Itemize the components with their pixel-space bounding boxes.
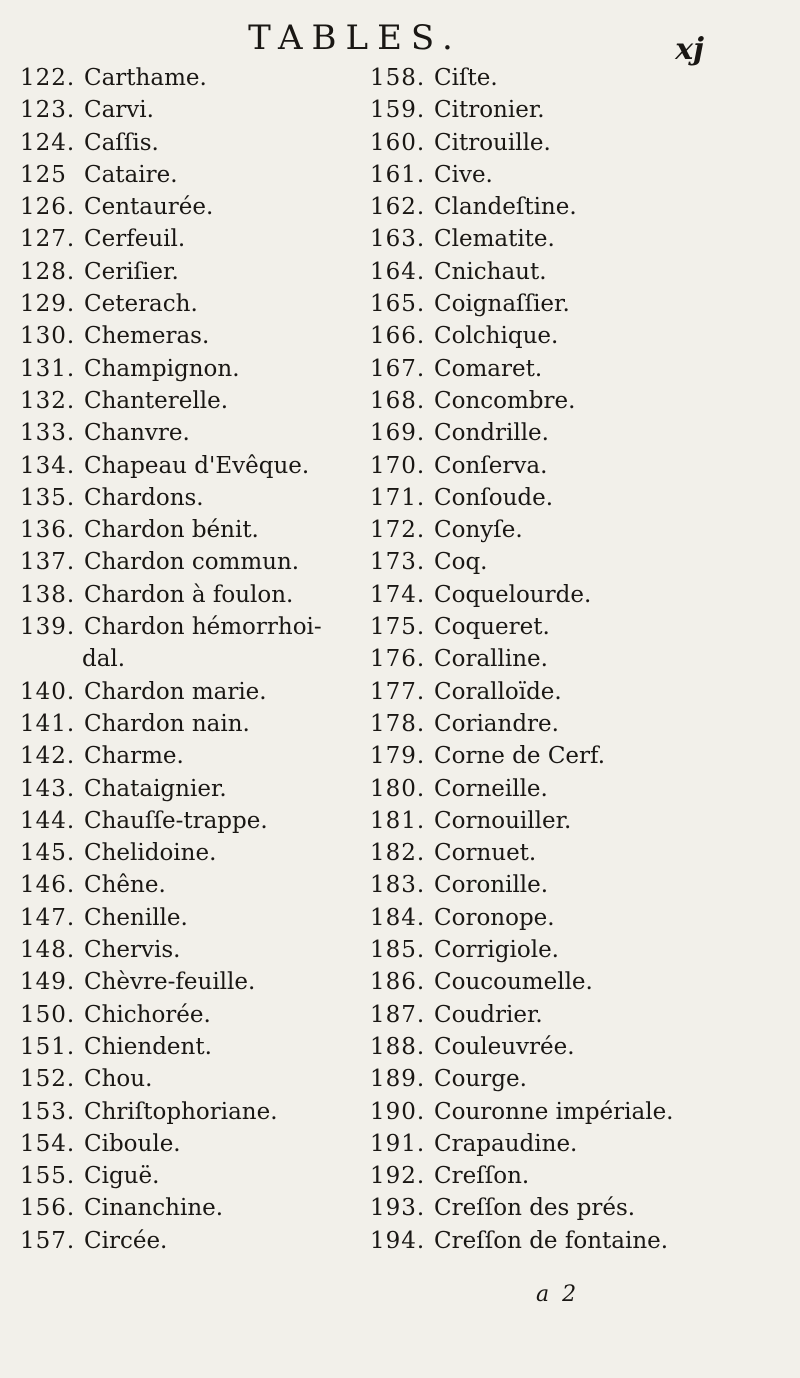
index-entry <box>370 1160 780 1192</box>
folio-number: xj <box>675 32 704 67</box>
index-entry <box>20 773 360 805</box>
entry-name: Chauſſe-trappe. <box>84 807 268 834</box>
index-entry <box>20 966 360 998</box>
index-entry <box>20 320 360 352</box>
index-entry <box>20 417 360 449</box>
index-entry <box>20 191 360 223</box>
entry-name: Conyſe. <box>434 517 523 544</box>
entry-number: 126. <box>20 194 76 221</box>
entry-name: Clematite. <box>434 226 555 253</box>
entry-name: Ciboule. <box>84 1130 181 1157</box>
entry-number: 149. <box>20 969 76 996</box>
running-title: TABLES. <box>248 18 462 58</box>
index-entry <box>20 353 360 385</box>
entry-number: 168. <box>370 387 426 414</box>
entry-name: Chardon bénit. <box>84 517 259 544</box>
entry-name: Chardon à foulon. <box>84 581 294 608</box>
entry-number: 139. <box>20 614 76 641</box>
index-entry <box>370 1031 780 1063</box>
entry-number: 128. <box>20 258 76 285</box>
index-entry <box>370 934 780 966</box>
entry-number: 133. <box>20 420 76 447</box>
index-entry <box>20 127 360 159</box>
entry-name: Ciſte. <box>434 65 498 91</box>
entry-name: Cerfeuil. <box>84 226 186 253</box>
entry-number: 193. <box>370 1195 426 1222</box>
entry-number: 134. <box>20 452 76 479</box>
entry-number: 144. <box>20 807 76 834</box>
entry-number: 148. <box>20 937 76 964</box>
index-entry <box>20 288 360 320</box>
index-entry <box>20 934 360 966</box>
entry-name: Chardons. <box>84 484 204 511</box>
entry-number: 129. <box>20 291 76 318</box>
index-entry <box>370 94 780 126</box>
index-entry <box>20 514 360 546</box>
entry-name: Chardon marie. <box>84 678 267 705</box>
entry-name: Chèvre-feuille. <box>84 969 256 996</box>
index-entry <box>370 223 780 255</box>
index-entry <box>370 869 780 901</box>
entry-number: 136. <box>20 517 76 544</box>
entry-number: 157. <box>20 1227 76 1254</box>
entry-number: 147. <box>20 904 76 931</box>
index-entry <box>370 643 780 675</box>
entry-name: Cinanchine. <box>84 1195 224 1222</box>
entry-number: 171. <box>370 484 426 511</box>
entry-name: Chardon commun. <box>84 549 300 576</box>
entry-number: 155. <box>20 1163 76 1190</box>
entry-name: Corneille. <box>434 775 548 802</box>
index-entry <box>370 676 780 708</box>
entry-number: 169. <box>370 420 426 447</box>
index-entry <box>20 643 360 675</box>
entry-number: 189. <box>370 1066 426 1093</box>
index-entry <box>20 94 360 126</box>
entry-number: 156. <box>20 1195 76 1222</box>
entry-name: Cornuet. <box>434 840 537 867</box>
index-entry <box>370 127 780 159</box>
entry-number: 184. <box>370 904 426 931</box>
entry-name: Charme. <box>84 743 184 770</box>
index-entry <box>370 288 780 320</box>
entry-name: Cnichaut. <box>434 258 547 285</box>
entry-number: 132. <box>20 387 76 414</box>
index-entry <box>370 579 780 611</box>
entry-name: Coralline. <box>434 646 548 673</box>
entry-number: 140. <box>20 678 76 705</box>
entry-name: Chervis. <box>84 937 181 964</box>
index-entry <box>370 805 780 837</box>
entry-name: Coronope. <box>434 904 555 931</box>
index-entry <box>370 1096 780 1128</box>
index-entry <box>20 805 360 837</box>
entry-name: Carthame. <box>84 65 207 91</box>
index-entry <box>370 999 780 1031</box>
entry-name: Chenille. <box>84 904 188 931</box>
entry-name: Champignon. <box>84 355 240 382</box>
entry-number: 159. <box>370 97 426 124</box>
entry-name: Couronne impériale. <box>434 1098 674 1125</box>
entry-name: Clandeſtine. <box>434 194 577 221</box>
entry-name: Courge. <box>434 1066 527 1093</box>
index-entry <box>370 450 780 482</box>
entry-number: 165. <box>370 291 426 318</box>
entry-number: 145. <box>20 840 76 867</box>
entry-number: 185. <box>370 937 426 964</box>
entry-name: Chanterelle. <box>84 387 229 414</box>
index-entry <box>370 1192 780 1224</box>
entry-number: 153. <box>20 1098 76 1125</box>
index-entry <box>370 353 780 385</box>
entry-name: Chapeau d'Evêque. <box>84 452 310 479</box>
index-column-right <box>370 62 780 1257</box>
entry-name: Centaurée. <box>84 194 214 221</box>
entry-number: 151. <box>20 1033 76 1060</box>
index-entry <box>370 837 780 869</box>
entry-name: Coq. <box>434 549 488 576</box>
entry-name: Chichorée. <box>84 1001 211 1028</box>
entry-name: Ceterach. <box>84 291 198 318</box>
entry-number: 135. <box>20 484 76 511</box>
entry-number: 194. <box>370 1227 426 1254</box>
entry-name: Corne de Cerf. <box>434 743 606 770</box>
index-entry <box>370 740 780 772</box>
entry-number: 146. <box>20 872 76 899</box>
entry-number: 178. <box>370 710 426 737</box>
index-entry <box>20 869 360 901</box>
entry-number: 181. <box>370 807 426 834</box>
entry-name: Cornouiller. <box>434 807 572 834</box>
index-entry <box>20 579 360 611</box>
entry-number: 154. <box>20 1130 76 1157</box>
entry-name: Chataignier. <box>84 775 227 802</box>
index-entry <box>20 1063 360 1095</box>
index-entry <box>20 1225 360 1257</box>
entry-name: Creſſon des prés. <box>434 1195 636 1222</box>
index-entry <box>20 62 360 94</box>
index-entry <box>370 385 780 417</box>
entry-name: Coquelourde. <box>434 581 592 608</box>
entry-name: Caſſis. <box>84 129 159 156</box>
entry-number: 138. <box>20 581 76 608</box>
entry-number: 124. <box>20 129 76 156</box>
entry-name: Chou. <box>84 1066 153 1093</box>
index-entry <box>370 1225 780 1257</box>
entry-number: 160. <box>370 129 426 156</box>
index-entry <box>20 611 360 643</box>
entry-number: 183. <box>370 872 426 899</box>
entry-number: 152. <box>20 1066 76 1093</box>
entry-name: Coralloïde. <box>434 678 562 705</box>
entry-name: Creſſon de fontaine. <box>434 1227 669 1254</box>
entry-name: dal. <box>82 646 126 673</box>
entry-number: 180. <box>370 775 426 802</box>
entry-name: Chemeras. <box>84 323 210 350</box>
index-entry <box>370 62 780 94</box>
entry-number: 162. <box>370 194 426 221</box>
entry-name: Chêne. <box>84 872 166 899</box>
entry-name: Ciguë. <box>84 1163 160 1190</box>
entry-number: 127. <box>20 226 76 253</box>
entry-name: Coucoumelle. <box>434 969 593 996</box>
entry-number: 158. <box>370 65 426 91</box>
signature-mark: a 2 <box>536 1282 580 1307</box>
index-entry <box>20 1096 360 1128</box>
entry-name: Corrigiole. <box>434 937 559 964</box>
index-entry <box>20 902 360 934</box>
entry-number: 163. <box>370 226 426 253</box>
entry-name: Citrouille. <box>434 129 551 156</box>
index-column-left <box>20 62 360 1257</box>
entry-name: Coronille. <box>434 872 549 899</box>
index-entry <box>20 1160 360 1192</box>
page-header <box>0 18 800 68</box>
index-entry <box>370 320 780 352</box>
entry-number: 172. <box>370 517 426 544</box>
index-entry <box>20 1192 360 1224</box>
entry-number: 161. <box>370 161 426 188</box>
entry-name: Coudrier. <box>434 1001 543 1028</box>
index-entry <box>20 676 360 708</box>
entry-name: Chelidoine. <box>84 840 217 867</box>
index-entry <box>370 417 780 449</box>
entry-number: 187. <box>370 1001 426 1028</box>
entry-name: Carvi. <box>84 97 154 124</box>
entry-name: Comaret. <box>434 355 543 382</box>
entry-number: 141. <box>20 710 76 737</box>
entry-name: Colchique. <box>434 323 559 350</box>
entry-number: 143. <box>20 775 76 802</box>
entry-name: Creſſon. <box>434 1163 530 1190</box>
index-entry <box>20 740 360 772</box>
entry-name: Conſoude. <box>434 484 554 511</box>
entry-number: 190. <box>370 1098 426 1125</box>
entry-number: 176. <box>370 646 426 673</box>
entry-number: 164. <box>370 258 426 285</box>
index-entry <box>20 708 360 740</box>
index-entry <box>370 191 780 223</box>
index-entry <box>370 773 780 805</box>
index-entry <box>20 482 360 514</box>
index-entry <box>370 902 780 934</box>
index-entry <box>20 1031 360 1063</box>
index-entry <box>20 837 360 869</box>
entry-name: Cataire. <box>84 161 178 188</box>
index-entry <box>370 1128 780 1160</box>
index-entry <box>370 546 780 578</box>
entry-name: Coriandre. <box>434 710 559 737</box>
entry-number: 191. <box>370 1130 426 1157</box>
entry-number: 182. <box>370 840 426 867</box>
entry-name: Concombre. <box>434 387 576 414</box>
index-entry <box>370 159 780 191</box>
entry-name: Citronier. <box>434 97 545 124</box>
index-entry <box>370 514 780 546</box>
entry-name: Chriſtophoriane. <box>84 1098 278 1125</box>
index-entry <box>370 482 780 514</box>
entry-name: Chardon hémorrhoi- <box>84 614 322 641</box>
entry-number: 167. <box>370 355 426 382</box>
index-entry <box>370 256 780 288</box>
entry-number: 175. <box>370 614 426 641</box>
entry-name: Chardon nain. <box>84 710 250 737</box>
entry-number: 177. <box>370 678 426 705</box>
entry-number: 192. <box>370 1163 426 1190</box>
entry-number: 166. <box>370 323 426 350</box>
entry-number: 179. <box>370 743 426 770</box>
entry-name: Coignaſſier. <box>434 291 570 318</box>
index-entry <box>20 159 360 191</box>
entry-name: Couleuvrée. <box>434 1033 575 1060</box>
entry-name: Circée. <box>84 1227 168 1254</box>
entry-name: Cive. <box>434 161 493 188</box>
index-entry <box>20 546 360 578</box>
entry-name: Chanvre. <box>84 420 190 447</box>
entry-number: 122. <box>20 65 76 91</box>
entry-number: 188. <box>370 1033 426 1060</box>
entry-name: Coqueret. <box>434 614 550 641</box>
entry-number: 150. <box>20 1001 76 1028</box>
entry-number: 130. <box>20 323 76 350</box>
entry-name: Condrille. <box>434 420 549 447</box>
index-entry <box>20 450 360 482</box>
entry-number: 142. <box>20 743 76 770</box>
index-entry <box>20 223 360 255</box>
entry-number: 170. <box>370 452 426 479</box>
index-entry <box>370 966 780 998</box>
entry-number: 125 <box>20 161 67 188</box>
index-entry <box>20 999 360 1031</box>
index-entry <box>20 385 360 417</box>
entry-name: Crapaudine. <box>434 1130 578 1157</box>
index-entry <box>370 708 780 740</box>
entry-number: 173. <box>370 549 426 576</box>
entry-name: Ceriſier. <box>84 258 179 285</box>
entry-number: 137. <box>20 549 76 576</box>
entry-number: 186. <box>370 969 426 996</box>
index-entry <box>370 1063 780 1095</box>
entry-name: Chiendent. <box>84 1033 212 1060</box>
entry-number: 131. <box>20 355 76 382</box>
entry-number: 123. <box>20 97 76 124</box>
index-entry <box>370 611 780 643</box>
index-entry <box>20 1128 360 1160</box>
entry-number: 174. <box>370 581 426 608</box>
index-entry <box>20 256 360 288</box>
entry-name: Conſerva. <box>434 452 548 479</box>
